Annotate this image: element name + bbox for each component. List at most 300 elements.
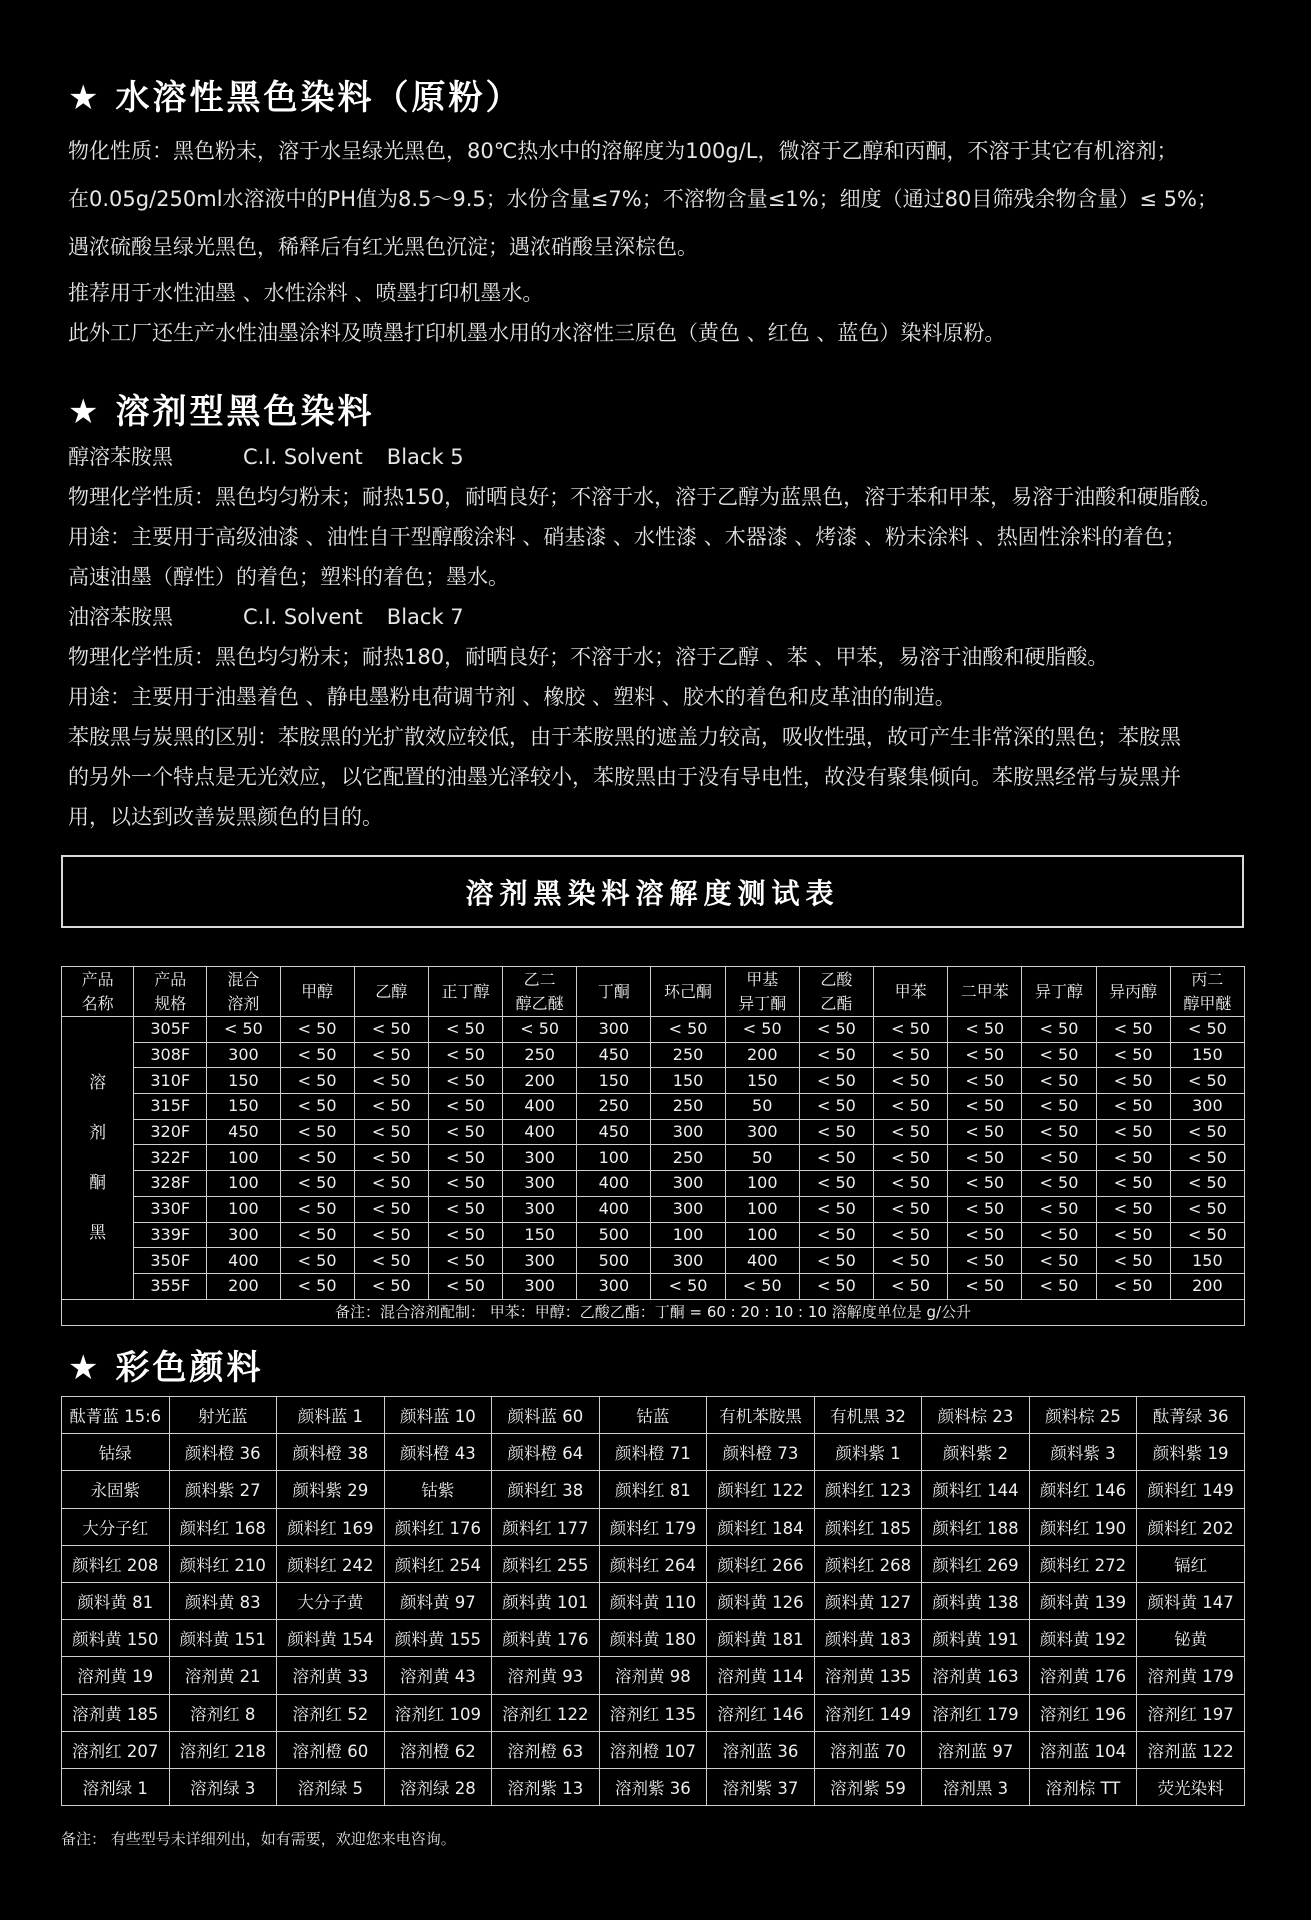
star-icon: ★ (68, 392, 102, 432)
solubility-cell: < 50 (799, 1273, 873, 1299)
pigment-cell: 钴紫 (384, 1471, 492, 1508)
solubility-cell: < 50 (1022, 1196, 1096, 1222)
solubility-cell: < 50 (1022, 1222, 1096, 1248)
solubility-cell: 300 (577, 1017, 651, 1043)
table-header-row (62, 967, 1245, 1017)
column-header-text: 醇乙醚 (515, 993, 564, 1013)
pigment-cell: 颜料黄 155 (384, 1620, 492, 1657)
pigment-cell: 溶剂黄 185 (62, 1694, 170, 1731)
solubility-cell: < 50 (354, 1248, 428, 1274)
column-header-text: 乙酸 (820, 969, 853, 989)
column-header (207, 967, 280, 1017)
solubility-cell: 100 (725, 1222, 799, 1248)
pigment-cell: 颜料蓝 60 (492, 1397, 600, 1434)
pigment-cell: 颜料黄 176 (492, 1620, 600, 1657)
column-header (280, 967, 354, 1017)
column-header-text: 正丁醇 (441, 981, 490, 1001)
pigment-cell: 溶剂黄 114 (707, 1657, 815, 1694)
column-header-text: 甲苯 (894, 981, 927, 1001)
pigment-cell: 颜料黄 138 (922, 1582, 1030, 1619)
solubility-cell: 250 (503, 1042, 577, 1068)
column-header-text: 异丁醇 (1034, 981, 1083, 1001)
solubility-cell: 400 (725, 1248, 799, 1274)
solubility-cell: < 50 (428, 1017, 502, 1043)
pigment-cell: 溶剂红 149 (814, 1694, 922, 1731)
solubility-cell: 250 (651, 1094, 725, 1120)
column-header (1096, 967, 1170, 1017)
solubility-cell: 500 (577, 1222, 651, 1248)
text-line: 物化性质：黑色粉末，溶于水呈绿光黑色，80℃热水中的溶解度为100g/L，微溶于乙醇和丙酮，不溶于其它有机溶剂； (68, 139, 1178, 163)
solubility-cell: < 50 (280, 1145, 354, 1171)
table-row (62, 1042, 1245, 1068)
column-header-text: 丙二 (1191, 969, 1224, 989)
solubility-cell: < 50 (799, 1171, 873, 1197)
table-row (62, 1582, 1245, 1619)
solubility-cell: 50 (725, 1145, 799, 1171)
section-title: 水溶性黑色染料（原粉） (115, 78, 523, 118)
pigment-cell: 溶剂黄 163 (922, 1657, 1030, 1694)
solubility-cell: 200 (503, 1068, 577, 1094)
pigment-cell: 颜料红 123 (814, 1471, 922, 1508)
column-header-text: 产品 (154, 969, 187, 989)
solubility-cell: 450 (577, 1042, 651, 1068)
pigment-table (61, 1396, 1245, 1806)
pigment-cell: 颜料黄 147 (1137, 1582, 1245, 1619)
pigment-cell: 荧光染料 (1137, 1768, 1245, 1805)
pigment-cell: 溶剂黄 98 (599, 1657, 707, 1694)
pigment-cell: 颜料黄 180 (599, 1620, 707, 1657)
solubility-cell: < 50 (1096, 1042, 1170, 1068)
solubility-cell: 300 (503, 1248, 577, 1274)
pigment-cell: 颜料黄 192 (1029, 1620, 1137, 1657)
pigment-cell: 溶剂红 135 (599, 1694, 707, 1731)
pigment-cell: 溶剂红 207 (62, 1731, 170, 1768)
solubility-cell: 300 (503, 1196, 577, 1222)
solubility-cell: 100 (207, 1171, 280, 1197)
solubility-cell: < 50 (948, 1068, 1022, 1094)
table-note: 备注：混合溶剂配制： 甲苯：甲醇：乙酸乙酯：丁酮 = 60 : 20 : 10 : 10 溶解度单位是 g/公升 (62, 1299, 1245, 1325)
pigment-cell: 颜料红 242 (277, 1545, 385, 1582)
table-row (62, 1119, 1245, 1145)
solubility-cell: 150 (1170, 1042, 1244, 1068)
column-header (948, 967, 1022, 1017)
solubility-cell: < 50 (1096, 1273, 1170, 1299)
table-row (62, 1545, 1245, 1582)
spec-cell: 310F (134, 1068, 207, 1094)
solubility-cell: < 50 (799, 1248, 873, 1274)
pigment-cell: 颜料红 264 (599, 1545, 707, 1582)
solubility-cell: 300 (651, 1171, 725, 1197)
column-header-text: 溶剂 (227, 993, 260, 1013)
solubility-cell: < 50 (1022, 1042, 1096, 1068)
pigment-cell: 溶剂红 52 (277, 1694, 385, 1731)
column-header (725, 967, 799, 1017)
solubility-cell: < 50 (948, 1017, 1022, 1043)
pigment-cell: 溶剂红 197 (1137, 1694, 1245, 1731)
table-row (62, 1508, 1245, 1545)
solubility-cell: < 50 (1096, 1248, 1170, 1274)
solubility-cell: < 50 (280, 1017, 354, 1043)
solubility-cell: < 50 (354, 1196, 428, 1222)
pigment-cell: 颜料橙 73 (707, 1434, 815, 1471)
column-header (1170, 967, 1244, 1017)
solubility-cell: < 50 (428, 1196, 502, 1222)
product-code: Black 5 (386, 445, 464, 469)
text-line: 苯胺黑与炭黑的区别：苯胺黑的光扩散效应较低，由于苯胺黑的遮盖力较高，吸收性强，故可产生非常深的黑色；苯胺黑 (68, 725, 1181, 749)
table-row (62, 1017, 1245, 1043)
table-row (62, 1471, 1245, 1508)
column-header (62, 967, 134, 1017)
product-ci: C.I. Solvent (243, 445, 363, 469)
solubility-cell: < 50 (874, 1145, 948, 1171)
pigment-cell: 颜料紫 3 (1029, 1434, 1137, 1471)
column-header-text: 名称 (81, 993, 114, 1013)
solubility-cell: < 50 (948, 1145, 1022, 1171)
text-line: 物理化学性质：黑色均匀粉末；耐热180，耐晒良好；不溶于水；溶于乙醇 、苯 、甲苯，易溶于油酸和硬脂酸。 (68, 645, 1109, 669)
solubility-table-title: 溶剂黑染料溶解度测试表 (61, 855, 1244, 928)
solubility-cell: < 50 (874, 1017, 948, 1043)
pigment-cell: 酞菁绿 36 (1137, 1397, 1245, 1434)
table-row (62, 1694, 1245, 1731)
solubility-cell: < 50 (280, 1119, 354, 1145)
solubility-cell: < 50 (354, 1119, 428, 1145)
spec-cell: 330F (134, 1196, 207, 1222)
solubility-cell: 300 (503, 1171, 577, 1197)
pigment-cell: 溶剂紫 13 (492, 1768, 600, 1805)
solubility-cell: 200 (725, 1042, 799, 1068)
pigment-cell: 颜料橙 71 (599, 1434, 707, 1471)
solubility-cell: 450 (577, 1119, 651, 1145)
solubility-cell: < 50 (874, 1196, 948, 1222)
solubility-cell: < 50 (1170, 1119, 1244, 1145)
pigment-cell: 溶剂紫 37 (707, 1768, 815, 1805)
solubility-cell: < 50 (874, 1222, 948, 1248)
column-header-text: 乙酯 (820, 993, 853, 1013)
pigment-cell: 大分子红 (62, 1508, 170, 1545)
pigment-cell: 颜料黄 83 (169, 1582, 277, 1619)
pigment-cell: 颜料红 255 (492, 1545, 600, 1582)
solubility-cell: < 50 (1022, 1145, 1096, 1171)
table-row (62, 1248, 1245, 1274)
pigment-cell: 有机苯胺黑 (707, 1397, 815, 1434)
pigment-cell: 颜料红 122 (707, 1471, 815, 1508)
column-header-text: 甲基 (746, 969, 779, 989)
column-header (134, 967, 207, 1017)
solubility-cell: < 50 (428, 1248, 502, 1274)
solubility-cell: 400 (577, 1171, 651, 1197)
solubility-cell: < 50 (280, 1094, 354, 1120)
solubility-cell: 300 (651, 1196, 725, 1222)
solubility-cell: < 50 (1022, 1119, 1096, 1145)
pigment-cell: 射光蓝 (169, 1397, 277, 1434)
solubility-cell: < 50 (354, 1273, 428, 1299)
solubility-cell: < 50 (1170, 1068, 1244, 1094)
pigment-cell: 颜料黄 127 (814, 1582, 922, 1619)
solubility-cell: 300 (651, 1119, 725, 1145)
solubility-cell: < 50 (280, 1171, 354, 1197)
column-header-text: 醇甲醚 (1183, 993, 1232, 1013)
solubility-cell: < 50 (354, 1171, 428, 1197)
spec-cell: 322F (134, 1145, 207, 1171)
column-header-text: 环己酮 (664, 981, 713, 1001)
solubility-cell: < 50 (799, 1119, 873, 1145)
pigment-cell: 颜料红 81 (599, 1471, 707, 1508)
section-title: 溶剂型黑色染料 (115, 392, 375, 432)
solubility-cell: < 50 (948, 1119, 1022, 1145)
text-line: 高速油墨（醇性）的着色；塑料的着色；墨水。 (68, 565, 509, 589)
pigment-cell: 溶剂红 109 (384, 1694, 492, 1731)
solubility-cell: < 50 (948, 1273, 1022, 1299)
solubility-cell: < 50 (799, 1017, 873, 1043)
column-header (651, 967, 725, 1017)
solubility-cell: < 50 (503, 1017, 577, 1043)
solubility-cell: < 50 (1096, 1119, 1170, 1145)
solubility-cell: 300 (651, 1248, 725, 1274)
pigment-cell: 颜料红 254 (384, 1545, 492, 1582)
pigment-cell: 颜料红 210 (169, 1545, 277, 1582)
solubility-cell: 300 (207, 1222, 280, 1248)
solubility-cell: < 50 (1170, 1017, 1244, 1043)
solubility-cell: < 50 (1022, 1094, 1096, 1120)
solubility-cell: < 50 (354, 1094, 428, 1120)
pigment-cell: 颜料黄 181 (707, 1620, 815, 1657)
solubility-cell: < 50 (428, 1068, 502, 1094)
pigment-cell: 颜料黄 154 (277, 1620, 385, 1657)
section-heading-solvent-black (68, 384, 374, 433)
solubility-cell: < 50 (948, 1042, 1022, 1068)
solubility-cell: 250 (577, 1094, 651, 1120)
column-header-text: 异丙醇 (1109, 981, 1158, 1001)
pigment-cell: 颜料红 176 (384, 1508, 492, 1545)
solubility-cell: < 50 (1022, 1248, 1096, 1274)
solubility-cell: < 50 (725, 1273, 799, 1299)
solubility-cell: < 50 (874, 1068, 948, 1094)
pigment-cell: 颜料红 38 (492, 1471, 600, 1508)
solubility-cell: 300 (577, 1273, 651, 1299)
pigment-cell: 溶剂蓝 70 (814, 1731, 922, 1768)
pigment-cell: 颜料黄 126 (707, 1582, 815, 1619)
section-title: 彩色颜料 (115, 1348, 264, 1388)
solubility-cell: 400 (503, 1119, 577, 1145)
solubility-cell: 150 (725, 1068, 799, 1094)
solubility-cell: < 50 (1170, 1145, 1244, 1171)
solubility-cell: 100 (207, 1196, 280, 1222)
solubility-cell: < 50 (1096, 1068, 1170, 1094)
pigment-cell: 颜料黄 183 (814, 1620, 922, 1657)
pigment-cell: 溶剂黄 179 (1137, 1657, 1245, 1694)
solubility-cell: 200 (207, 1273, 280, 1299)
pigment-cell: 溶剂紫 59 (814, 1768, 922, 1805)
solubility-cell: 150 (503, 1222, 577, 1248)
solubility-cell: 450 (207, 1119, 280, 1145)
solubility-cell: < 50 (428, 1145, 502, 1171)
pigment-cell: 颜料红 144 (922, 1471, 1030, 1508)
pigment-cell: 永固紫 (62, 1471, 170, 1508)
table-row (62, 1068, 1245, 1094)
text-line: 用途：主要用于高级油漆 、油性自干型醇酸涂料 、硝基漆 、水性漆 、木器漆 、烤漆 、粉末涂料 、热固性涂料的着色； (68, 525, 1186, 549)
solubility-cell: < 50 (1096, 1222, 1170, 1248)
product-group-char: 黑 (89, 1222, 107, 1243)
pigment-cell: 颜料紫 19 (1137, 1434, 1245, 1471)
section-heading-water-soluble (68, 70, 522, 119)
pigment-cell: 颜料红 190 (1029, 1508, 1137, 1545)
solubility-cell: 250 (651, 1042, 725, 1068)
solubility-cell: < 50 (1022, 1273, 1096, 1299)
solubility-cell: < 50 (428, 1119, 502, 1145)
pigment-cell: 颜料橙 38 (277, 1434, 385, 1471)
solubility-cell: < 50 (428, 1042, 502, 1068)
table-note-row (62, 1299, 1245, 1325)
solubility-cell: < 50 (354, 1222, 428, 1248)
pigment-cell: 颜料红 169 (277, 1508, 385, 1545)
text-line: 物理化学性质：黑色均匀粉末；耐热150，耐晒良好；不溶于水，溶于乙醇为蓝黑色，溶于苯和甲苯，易溶于油酸和硬脂酸。 (68, 485, 1222, 509)
section1-body (68, 136, 1268, 348)
solubility-cell: < 50 (1096, 1145, 1170, 1171)
pigment-cell: 溶剂蓝 122 (1137, 1731, 1245, 1768)
solubility-cell: < 50 (874, 1042, 948, 1068)
solubility-cell: 100 (725, 1196, 799, 1222)
pigment-cell: 颜料黄 191 (922, 1620, 1030, 1657)
pigment-cell: 颜料红 266 (707, 1545, 815, 1582)
pigment-cell: 溶剂棕 TT (1029, 1768, 1137, 1805)
solubility-cell: 300 (503, 1145, 577, 1171)
product-title-line (68, 442, 1268, 472)
solubility-cell: 300 (207, 1042, 280, 1068)
column-header (503, 967, 577, 1017)
column-header-text: 丁酮 (597, 981, 630, 1001)
pigment-cell: 颜料红 272 (1029, 1545, 1137, 1582)
column-header (1022, 967, 1096, 1017)
solubility-cell: 100 (725, 1171, 799, 1197)
solubility-cell: < 50 (280, 1068, 354, 1094)
pigment-cell: 溶剂黑 3 (922, 1768, 1030, 1805)
pigment-cell: 溶剂黄 19 (62, 1657, 170, 1694)
pigment-cell: 溶剂黄 93 (492, 1657, 600, 1694)
product-group-char: 酮 (89, 1172, 107, 1193)
product-group-cell (62, 1017, 134, 1300)
solubility-cell: < 50 (428, 1094, 502, 1120)
solubility-cell: < 50 (874, 1094, 948, 1120)
section-heading-color-pigments (68, 1340, 263, 1389)
pigment-cell: 颜料橙 43 (384, 1434, 492, 1471)
solubility-cell: < 50 (354, 1017, 428, 1043)
pigment-cell: 颜料红 168 (169, 1508, 277, 1545)
footnote: 备注： 有些型号未详细列出，如有需要，欢迎您来电咨询。 (61, 1830, 456, 1848)
column-header-text: 二甲苯 (960, 981, 1009, 1001)
pigment-cell: 钴蓝 (599, 1397, 707, 1434)
solubility-cell: < 50 (725, 1017, 799, 1043)
table-row (62, 1768, 1245, 1805)
solubility-cell: < 50 (1170, 1196, 1244, 1222)
table-row (62, 1657, 1245, 1694)
pigment-cell: 颜料红 185 (814, 1508, 922, 1545)
product-code: Black 7 (386, 605, 464, 629)
solubility-cell: < 50 (799, 1196, 873, 1222)
solubility-cell: < 50 (1096, 1017, 1170, 1043)
solubility-cell: 150 (1170, 1248, 1244, 1274)
solubility-cell: < 50 (874, 1248, 948, 1274)
pigment-cell: 大分子黄 (277, 1582, 385, 1619)
solubility-cell: < 50 (799, 1145, 873, 1171)
solubility-cell: < 50 (1096, 1094, 1170, 1120)
solubility-cell: < 50 (1170, 1222, 1244, 1248)
solubility-cell: 400 (503, 1094, 577, 1120)
solubility-cell: < 50 (428, 1222, 502, 1248)
pigment-cell: 颜料黄 97 (384, 1582, 492, 1619)
pigment-cell: 颜料红 188 (922, 1508, 1030, 1545)
spec-cell: 328F (134, 1171, 207, 1197)
column-header-text: 异丁酮 (738, 993, 787, 1013)
solubility-cell: < 50 (948, 1094, 1022, 1120)
pigment-cell: 颜料红 208 (62, 1545, 170, 1582)
table-row (62, 1171, 1245, 1197)
pigment-cell: 镉红 (1137, 1545, 1245, 1582)
pigment-cell: 溶剂红 196 (1029, 1694, 1137, 1731)
pigment-cell: 溶剂橙 62 (384, 1731, 492, 1768)
solubility-table (61, 966, 1245, 1326)
pigment-cell: 溶剂橙 60 (277, 1731, 385, 1768)
star-icon: ★ (68, 78, 102, 118)
solubility-cell: < 50 (354, 1042, 428, 1068)
pigment-cell: 颜料黄 150 (62, 1620, 170, 1657)
spec-cell: 350F (134, 1248, 207, 1274)
pigment-cell: 溶剂红 146 (707, 1694, 815, 1731)
column-header-text: 乙二 (523, 969, 556, 989)
solubility-cell: < 50 (354, 1068, 428, 1094)
solubility-cell: 400 (207, 1248, 280, 1274)
pigment-cell: 颜料蓝 10 (384, 1397, 492, 1434)
table-row (62, 1145, 1245, 1171)
pigment-cell: 颜料紫 29 (277, 1471, 385, 1508)
pigment-cell: 颜料红 179 (599, 1508, 707, 1545)
column-header-text: 甲醇 (301, 981, 334, 1001)
solubility-cell: < 50 (874, 1171, 948, 1197)
solubility-cell: < 50 (1022, 1171, 1096, 1197)
pigment-cell: 溶剂紫 36 (599, 1768, 707, 1805)
pigment-cell: 溶剂红 218 (169, 1731, 277, 1768)
pigment-cell: 颜料黄 139 (1029, 1582, 1137, 1619)
spec-cell: 315F (134, 1094, 207, 1120)
solubility-cell: 400 (577, 1196, 651, 1222)
solubility-cell: 250 (651, 1145, 725, 1171)
solubility-cell: 100 (577, 1145, 651, 1171)
solubility-cell: < 50 (948, 1248, 1022, 1274)
pigment-cell: 溶剂橙 63 (492, 1731, 600, 1768)
pigment-cell: 溶剂橙 107 (599, 1731, 707, 1768)
solubility-cell: < 50 (354, 1145, 428, 1171)
solubility-cell: 200 (1170, 1273, 1244, 1299)
solubility-cell: < 50 (207, 1017, 280, 1043)
solubility-cell: < 50 (948, 1196, 1022, 1222)
product-title-line (68, 602, 1268, 632)
solubility-cell: < 50 (280, 1222, 354, 1248)
pigment-cell: 颜料红 269 (922, 1545, 1030, 1582)
product-ci: C.I. Solvent (243, 605, 363, 629)
solubility-cell: 50 (725, 1094, 799, 1120)
spec-cell: 308F (134, 1042, 207, 1068)
table-row (62, 1196, 1245, 1222)
solubility-cell: < 50 (799, 1094, 873, 1120)
text-line: 用，以达到改善炭黑颜色的目的。 (68, 805, 383, 829)
solubility-cell: < 50 (428, 1273, 502, 1299)
table-row (62, 1222, 1245, 1248)
pigment-cell: 溶剂绿 1 (62, 1768, 170, 1805)
solubility-cell: < 50 (948, 1171, 1022, 1197)
spec-cell: 320F (134, 1119, 207, 1145)
pigment-cell: 溶剂红 122 (492, 1694, 600, 1731)
column-header-text: 乙醇 (375, 981, 408, 1001)
solubility-cell: < 50 (874, 1119, 948, 1145)
